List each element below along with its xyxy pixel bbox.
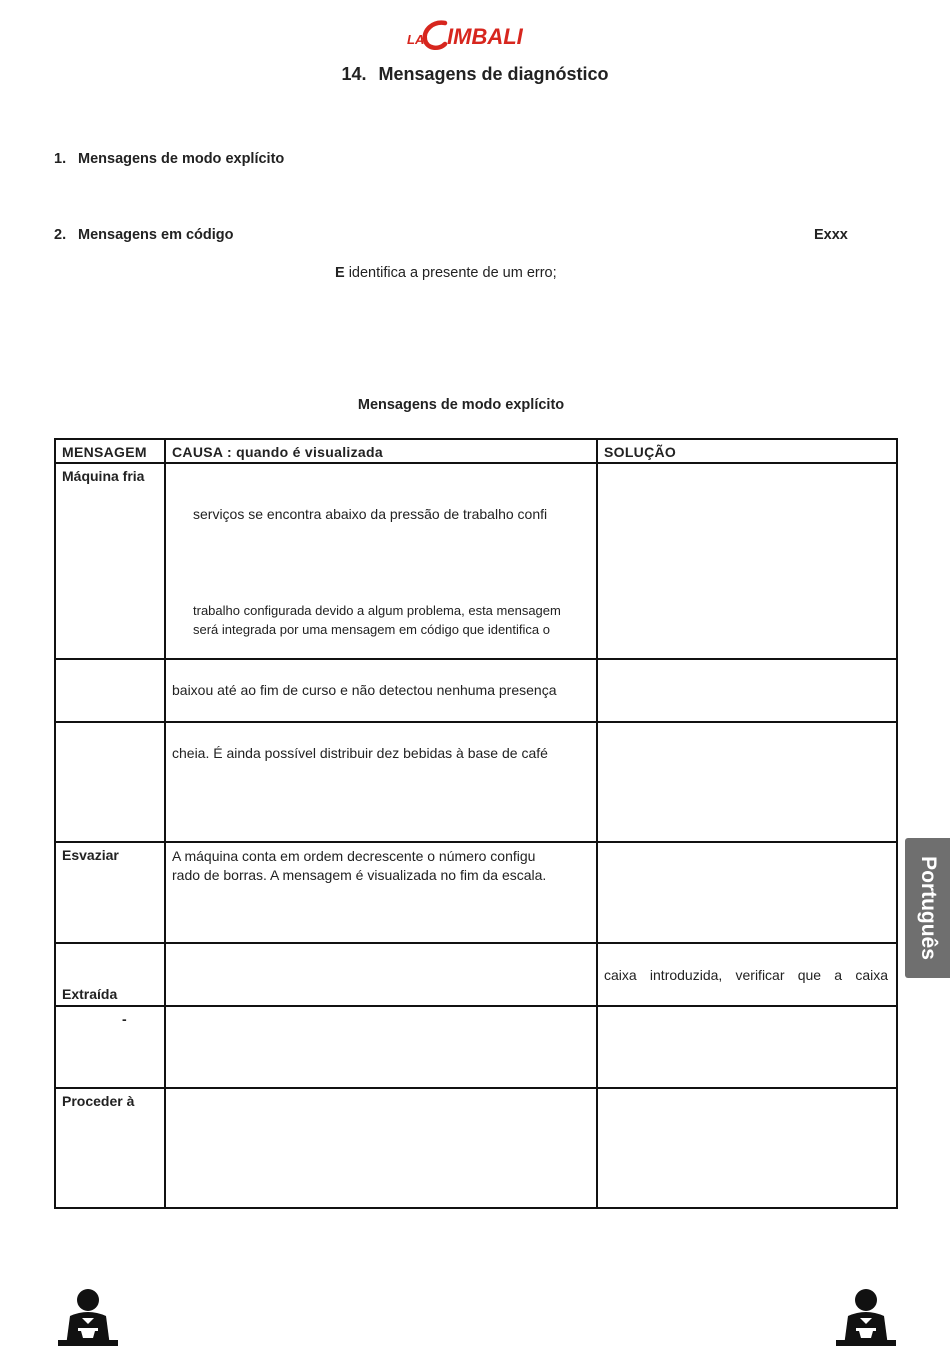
table-row — [55, 659, 897, 722]
cause-line: A máquina conta em ordem decrescente o número configu — [172, 848, 536, 864]
message-cell — [55, 722, 165, 842]
cause-line: rado de borras. A mensagem é visualizada no fim da escala. — [172, 867, 547, 883]
title-number: 14. — [341, 64, 367, 84]
table-row — [55, 463, 897, 659]
header-solution: SOLUÇÃO — [597, 439, 897, 463]
diagnostic-table — [54, 438, 898, 1209]
message-text: Extraída — [62, 986, 118, 1002]
section-number: 1. — [54, 151, 67, 167]
solution-cell — [597, 1088, 897, 1208]
solution-cell — [597, 463, 897, 659]
table-header-row — [55, 439, 897, 463]
language-tab-label: Português — [916, 856, 940, 960]
message-text: Esvaziar — [62, 847, 119, 863]
message-text: - — [122, 1011, 127, 1027]
cause-line: trabalho configurada devido a algum problema, esta mensagem — [193, 603, 561, 618]
cause-cell — [165, 943, 597, 1006]
cause-text: serviços se encontra abaixo da pressão de trabalho confi — [193, 506, 548, 522]
svg-text:IMBALI: IMBALI — [447, 24, 523, 49]
section-number: 2. — [54, 227, 67, 243]
cause-line: será integrada por uma mensagem em código que identifica o — [193, 622, 550, 637]
cause-cell — [165, 1006, 597, 1088]
code-format: Exxx — [814, 227, 848, 243]
section-explicit-messages — [54, 151, 284, 167]
table-row — [55, 1088, 897, 1208]
message-cell — [55, 1006, 165, 1088]
solution-cell — [597, 1006, 897, 1088]
cause-cell — [165, 463, 597, 659]
title-text: Mensagens de diagnóstico — [378, 64, 609, 84]
header-cause: CAUSA : quando é visualizada — [165, 439, 597, 463]
section-label: Mensagens em código — [78, 227, 234, 243]
waiter-icon — [834, 1288, 898, 1346]
cause-text-block — [193, 601, 593, 639]
waiter-icon — [56, 1288, 120, 1346]
cause-cell — [165, 842, 597, 943]
cause-text-block — [172, 847, 546, 885]
solution-cell — [597, 722, 897, 842]
table-row — [55, 842, 897, 943]
message-cell — [55, 463, 165, 659]
identify-line — [335, 265, 557, 281]
message-cell — [55, 659, 165, 722]
table-row — [55, 943, 897, 1006]
message-text: Proceder à — [62, 1093, 135, 1109]
solution-text: caixa introduzida, verificar que a caixa — [604, 967, 888, 983]
page-title — [0, 64, 950, 85]
solution-cell — [597, 943, 897, 1006]
cause-cell — [165, 1088, 597, 1208]
section-code-messages — [54, 227, 234, 243]
solution-cell — [597, 659, 897, 722]
message-text: Máquina fria — [62, 468, 145, 484]
table-row — [55, 722, 897, 842]
cause-cell — [165, 722, 597, 842]
svg-text:LA: LA — [407, 32, 425, 47]
table-title: Mensagens de modo explícito — [357, 397, 565, 413]
language-tab[interactable] — [905, 838, 950, 978]
header-message: MENSAGEM — [55, 439, 165, 463]
solution-cell — [597, 842, 897, 943]
cause-cell — [165, 659, 597, 722]
message-cell — [55, 842, 165, 943]
cause-text: cheia. É ainda possível distribuir dez bebidas à base de café — [172, 745, 548, 761]
error-letter: E — [335, 265, 345, 281]
lacimbali-logo — [405, 18, 545, 52]
section-label: Mensagens de modo explícito — [78, 151, 285, 167]
table-row — [55, 1006, 897, 1088]
identify-text: identifica a presente de um erro; — [344, 265, 557, 281]
cause-text: baixou até ao fim de curso e não detectou nenhuma presença — [172, 682, 557, 698]
message-cell — [55, 943, 165, 1006]
message-cell — [55, 1088, 165, 1208]
